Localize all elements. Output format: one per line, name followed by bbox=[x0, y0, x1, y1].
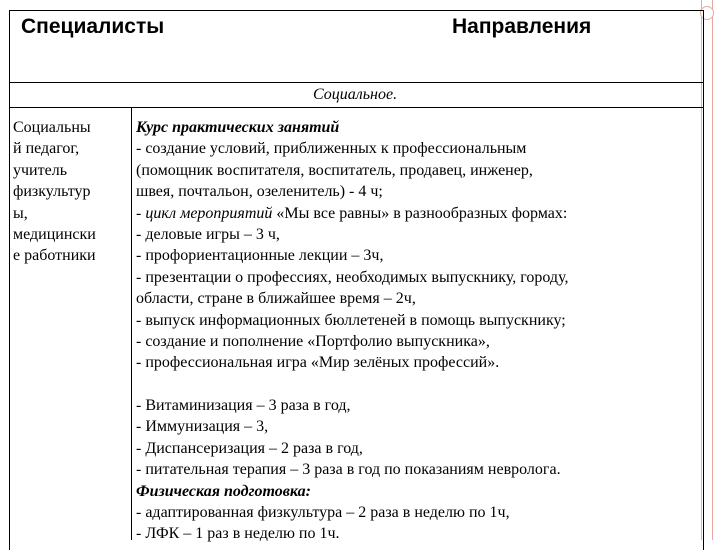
specialists-line: физкультур bbox=[13, 183, 91, 201]
specialists-line: учитель bbox=[13, 161, 67, 179]
header-specialists: Специалисты bbox=[21, 15, 165, 38]
table-divider bbox=[9, 107, 704, 108]
content-line: - деловые игры – 3 ч, bbox=[136, 226, 280, 244]
content-line: - профориентационные лекции – 3ч, bbox=[136, 247, 384, 265]
content-line: - презентации о профессиях, необходимых выпускнику, городу, bbox=[136, 268, 569, 286]
content-line: - профессиональная игра «Мир зелёных профессий». bbox=[136, 354, 500, 372]
content-line: - Витаминизация – 3 раза в год, bbox=[136, 396, 351, 414]
table-divider bbox=[9, 82, 704, 83]
specialists-line: ы, bbox=[13, 204, 28, 222]
specialists-line: Социальны bbox=[13, 119, 91, 136]
content-line: - ЛФК – 1 раз в неделю по 1ч. bbox=[136, 525, 340, 543]
content-line: - питательная терапия – 3 раза в год по показаниям невролога. bbox=[136, 461, 561, 479]
header-directions: Направления bbox=[452, 15, 592, 38]
specialists-line: медицински bbox=[13, 226, 96, 244]
events-italic: цикл мероприятий bbox=[145, 204, 273, 222]
decorative-border-line bbox=[712, 0, 713, 540]
content-line: - Диспансеризация – 2 раза в год, bbox=[136, 439, 363, 457]
content-line: (помощник воспитателя, воспитатель, продавец, инженер, bbox=[136, 161, 533, 179]
specialists-line: е работники bbox=[13, 247, 96, 265]
course-title: Курс практических занятий bbox=[136, 119, 340, 136]
content-line-events bbox=[136, 203, 702, 224]
events-prefix: - bbox=[136, 204, 146, 222]
events-rest: «Мы все равны» в разнообразных формах: bbox=[272, 204, 568, 222]
content-line: - адаптированная физкультура – 2 раза в неделю по 1ч, bbox=[136, 503, 510, 521]
specialists-cell bbox=[13, 117, 133, 267]
content-line: области, стране в ближайшее время – 2ч, bbox=[136, 290, 416, 308]
content-line: - создание условий, приближенных к профессиональным bbox=[136, 140, 527, 158]
directions-cell bbox=[136, 117, 702, 545]
spacer bbox=[136, 374, 702, 395]
section-title: Социальное. bbox=[313, 86, 398, 103]
content-line: - создание и пополнение «Портфолио выпускника», bbox=[136, 333, 490, 351]
content-line: - выпуск информационных бюллетеней в помощь выпускнику; bbox=[136, 311, 566, 329]
content-line: швея, почтальон, озеленитель) - 4 ч; bbox=[136, 183, 383, 201]
specialists-line: й педагог, bbox=[13, 140, 80, 158]
physical-training-title: Физическая подготовка: bbox=[136, 482, 311, 500]
content-line: - Иммунизация – 3, bbox=[136, 418, 269, 436]
